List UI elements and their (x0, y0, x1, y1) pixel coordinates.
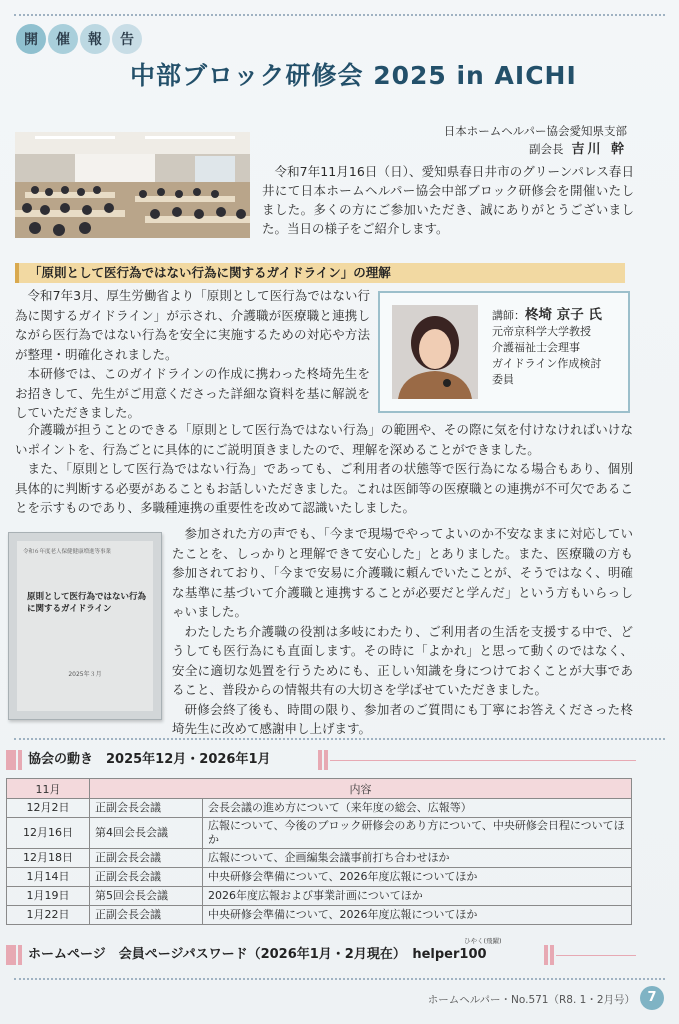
author-role: 副会長 (528, 142, 564, 156)
password-notice (6, 937, 636, 966)
cell-date: 12月16日 (7, 818, 90, 849)
activities-table (6, 778, 632, 925)
cell-meeting: 正副会長会議 (90, 849, 203, 868)
activities-title: 協会の動き 2025年12月・2026年1月 (28, 752, 271, 767)
lecturer-profile (378, 291, 630, 413)
table-row (7, 868, 632, 887)
lecturer-title-line: 元帝京科学大学教授 (492, 325, 591, 338)
cell-content: 広報について、今後のブロック研修会のあり方について、中央研修会日程についてほか (203, 818, 632, 849)
cell-date: 1月14日 (7, 868, 90, 887)
heading-rule (544, 945, 636, 965)
cell-meeting: 第4回会長会議 (90, 818, 203, 849)
issue-footer: ホームヘルパー・No.571（R8. 1・2月号） (427, 994, 635, 1006)
cell-meeting: 正副会長会議 (90, 906, 203, 925)
password-text: ホームページ 会員ページパスワード（2026年1月・2月現在） helper100 (28, 947, 487, 962)
author-org: 日本ホームヘルパー協会愛知県支部 (443, 124, 627, 138)
cell-date: 1月22日 (7, 906, 90, 925)
cell-date: 12月18日 (7, 849, 90, 868)
column-header-content: 内容 (90, 779, 632, 799)
lecturer-title-line: ガイドライン作成検討 (492, 357, 602, 370)
lecturer-name: 柊埼 京子 氏 (525, 307, 602, 323)
lecturer-title-line: 委員 (492, 373, 514, 386)
paragraph: 令和7年3月、厚生労働省より「原則として医行為ではない行為に関するガイドライン」が示され、介護職が医療職と連携しながら医行為ではない行為を安全に実施するための対応や方法が整理・明確化されました。 (15, 288, 370, 362)
cell-meeting: 正副会長会議 (90, 799, 203, 818)
cell-content: 会長会議の進め方について（来年度の総会、広報等） (203, 799, 632, 818)
cell-date: 1月19日 (7, 887, 90, 906)
badge-char: 開 (16, 24, 46, 54)
guideline-booklet-image (8, 532, 162, 720)
author-name: 吉川 幹 (571, 142, 627, 157)
article-title: 中部ブロック研修会 2025 in AICHI (130, 61, 577, 90)
paragraph: 介護職が担うことのできる「原則として医行為ではない行為」の範囲や、その際に気を付けなければいけないポイントを、行為ごとに具体的にご説明頂きましたので、理解を深めることができました。 (15, 422, 633, 457)
password-ruby: ひやく(飛躍) (464, 937, 502, 945)
cell-meeting: 第5回会長会議 (90, 887, 203, 906)
activities-heading (6, 750, 636, 770)
heading-rule (318, 750, 636, 770)
heading-bar (6, 750, 16, 770)
badge-char: 告 (112, 24, 142, 54)
section-heading: 「原則として医行為ではない行為に関するガイドライン」の理解 (15, 263, 625, 283)
event-photo (15, 132, 250, 238)
booklet-cover (17, 541, 153, 711)
body-column-upper (15, 286, 370, 423)
table-row (7, 906, 632, 925)
cell-content: 中央研修会準備について、2026年度広報についてほか (203, 906, 632, 925)
intro-paragraph: 令和7年11月16日（日）、愛知県春日井市のグリーンパレス春日井にて日本ホームヘルパー協会中部ブロック研修会を開催いたしました。多くの方にご参加いただき、誠にありがとうございました。当日の様子をご紹介します。 (262, 164, 634, 236)
badge-char: 催 (48, 24, 78, 54)
heading-bar (6, 945, 16, 965)
paragraph: また、「原則として医行為ではない行為」であっても、ご利用者の状態等で医行為になる場合もあり、個別具体的に判断する必要があることもお話しいただきました。これは医師等の医療職との連携が不可欠であることを示すものであり、多職種連携の重要性を改めて認識いたしました。 (15, 461, 633, 515)
paragraph: 研修会終了後も、時間の限り、参加者のご質問にも丁寧にお答えくださった柊埼先生に改めて感謝申し上げます。 (172, 701, 633, 736)
booklet-org: 令和６年度老人保健健康増進等事業 (23, 549, 112, 555)
booklet-title: 原則として医行為ではない行為に関するガイドライン (27, 592, 147, 614)
cell-content: 2026年度広報および事業計画についてほか (203, 887, 632, 906)
lecturer-label: 講師： (492, 309, 525, 322)
cell-content: 広報について、企画編集会議事前打ち合わせほか (203, 849, 632, 868)
lecturer-photo (392, 305, 478, 399)
cell-meeting: 正副会長会議 (90, 868, 203, 887)
paragraph: 参加された方の声でも、「今まで現場でやってよいのか不安なままに対応していたことを、しっかりと理解できて安心した」とありました。また、医療職の方も参加されており、「今まで安易に介護職に頼んでいたことが、そうではなく、明確な基準に基づいて介護職と連携することが必要だと学んだ」という方もいらっしゃいました。 (172, 526, 633, 619)
bottom-dotted-rule (14, 978, 665, 980)
page-number: 7 (640, 986, 664, 1010)
booklet-date: 2025年３月 (68, 671, 102, 678)
mid-dotted-rule (14, 738, 665, 740)
column-header-month: 11月 (7, 779, 90, 799)
table-row (7, 887, 632, 906)
table-row (7, 799, 632, 818)
author-block (444, 122, 627, 159)
lecturer-text (492, 307, 602, 388)
badge-char: 報 (80, 24, 110, 54)
cell-date: 12月2日 (7, 799, 90, 818)
paragraph: 本研修では、このガイドラインの作成に携わった柊埼先生をお招きして、先生がご用意くださった詳細な資料を基に解説をしていただきました。 (15, 366, 370, 420)
table-header-row (7, 779, 632, 799)
heading-bar (18, 750, 22, 770)
table-row (7, 849, 632, 868)
lecturer-title-line: 介護福祉士会理事 (492, 341, 580, 354)
body-full-width (15, 420, 633, 518)
top-dotted-rule (14, 14, 665, 16)
body-column-lower (172, 524, 633, 739)
heading-bar (18, 945, 22, 965)
report-badges (16, 24, 142, 54)
paragraph: わたしたち介護職の役割は多岐にわたり、ご利用者の生活を支援する中で、どうしても医行為にも直面します。その時に「よかれ」と思って動くのではなく、安全に適切な処置を行うためにも、正しい知識を身につけておくことが大事であること、普段からの情報共有の大切さを学ばせていただきました。 (172, 623, 633, 697)
table-row (7, 818, 632, 849)
cell-content: 中央研修会準備について、2026年度広報についてほか (203, 868, 632, 887)
